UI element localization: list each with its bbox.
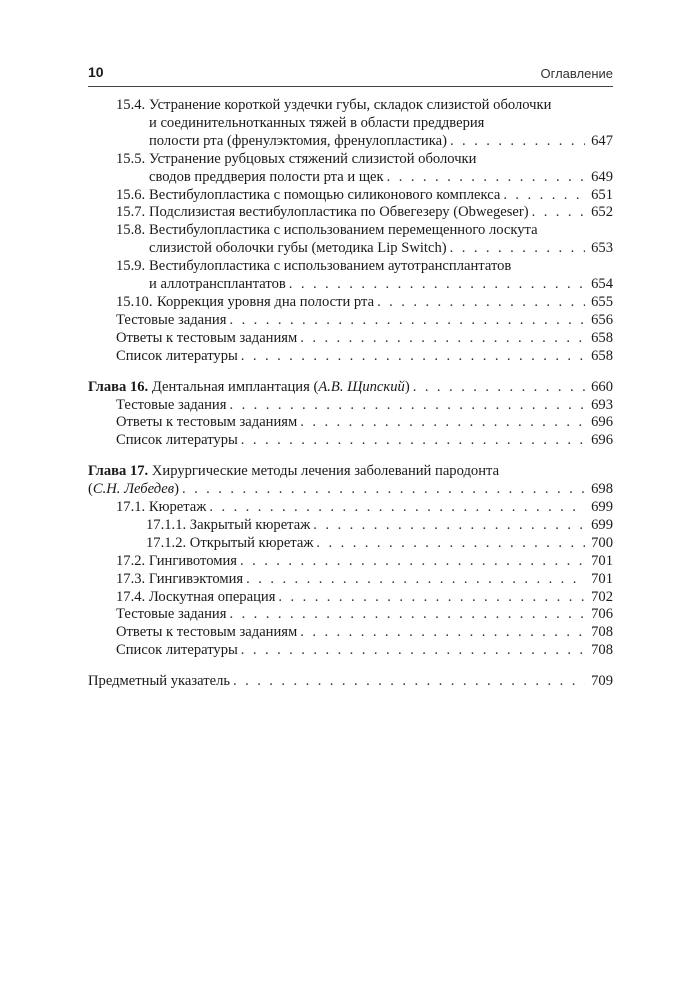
- toc-entry[interactable]: [88, 151, 613, 187]
- entry-title: Подслизистая вестибулопластика по Обвегезеру (Obwegeser): [149, 204, 529, 221]
- running-title: Оглавление: [540, 66, 613, 81]
- page-ref: 706: [591, 606, 613, 623]
- toc-entry[interactable]: [88, 589, 613, 607]
- section-number: 15.10.: [116, 293, 153, 310]
- page-ref: 699: [591, 516, 613, 533]
- toc-entry[interactable]: [88, 499, 613, 517]
- page-ref: 708: [591, 624, 613, 641]
- entry-title: Коррекция уровня дна полости рта: [157, 293, 375, 310]
- page-ref: 702: [591, 588, 613, 605]
- entry-title: Список литературы: [116, 347, 238, 364]
- entry-title: Ответы к тестовым заданиям: [116, 329, 298, 346]
- page-ref: 654: [591, 276, 613, 293]
- leader-dots: [313, 517, 585, 535]
- toc-entry[interactable]: [88, 312, 613, 330]
- leader-dots: [229, 397, 585, 415]
- section-number: 15.5.: [116, 150, 146, 167]
- chapter-author: С.Н. Лебедев: [92, 481, 175, 498]
- section-number: 15.4.: [116, 97, 146, 113]
- toc-entry[interactable]: [88, 624, 613, 642]
- entry-title-line: Вестибулопластика с использованием перемещенного лоскута: [149, 222, 538, 239]
- entry-title: 17.4. Лоскутная операция: [116, 588, 276, 605]
- page-ref: 693: [591, 396, 613, 413]
- chapter-17-items: [88, 499, 613, 660]
- leader-dots: [209, 499, 585, 517]
- page-ref: 649: [591, 168, 613, 185]
- toc-chapter-17[interactable]: Глава 17. Хирургические методы лечения заболеваний пародонта (С.Н. Лебедев) . . . 698: [88, 463, 613, 499]
- entry-title: 17.1. Кюретаж: [116, 499, 207, 516]
- running-header: [88, 62, 613, 82]
- chapter-16-items: [88, 397, 613, 451]
- page-ref: 708: [591, 642, 613, 659]
- page-ref: 696: [591, 414, 613, 431]
- toc-chapter-16[interactable]: Глава 16. Дентальная имплантация (А.В. Щипский) . . . 660: [88, 379, 613, 397]
- page-ref: 699: [591, 499, 613, 516]
- section-number: 15.8.: [116, 222, 146, 239]
- page-ref: 652: [591, 204, 613, 221]
- entry-title: Предметный указатель: [88, 673, 231, 690]
- toc-entry[interactable]: [88, 187, 613, 205]
- toc-entry[interactable]: [88, 414, 613, 432]
- leader-dots: [233, 673, 585, 691]
- toc-entry[interactable]: [88, 397, 613, 415]
- entry-title: Тестовые задания: [116, 311, 227, 328]
- page-number: 10: [88, 64, 104, 80]
- chapter-label: Глава 17.: [88, 463, 149, 480]
- chapter-15-entries: [88, 97, 613, 366]
- toc-entry[interactable]: [88, 204, 613, 222]
- page-ref: 701: [591, 570, 613, 587]
- leader-dots: [377, 294, 585, 312]
- toc-entry[interactable]: [88, 348, 613, 366]
- toc-entry[interactable]: [88, 258, 613, 294]
- leader-dots: [450, 240, 585, 258]
- page-ref: 701: [591, 552, 613, 569]
- page-ref: 655: [591, 293, 613, 310]
- page-ref: 656: [591, 311, 613, 328]
- section-number: 15.9.: [116, 258, 146, 275]
- entry-title-line: Вестибулопластика с использованием аутотрансплантатов: [149, 258, 512, 275]
- toc-entry[interactable]: [88, 97, 613, 151]
- page-ref: 658: [591, 329, 613, 346]
- toc-entry[interactable]: [88, 222, 613, 258]
- leader-dots: [241, 432, 585, 450]
- entry-title: Список литературы: [116, 432, 238, 449]
- page-ref: 658: [591, 347, 613, 364]
- header-rule: [88, 86, 613, 87]
- entry-title: Тестовые задания: [116, 606, 227, 623]
- entry-title: слизистой оболочки губы (методика Lip Switch): [149, 240, 447, 257]
- page-ref: 653: [591, 240, 613, 257]
- leader-dots: [387, 169, 585, 187]
- leader-dots: [229, 606, 585, 624]
- leader-dots: [278, 589, 585, 607]
- entry-title: Список литературы: [116, 642, 238, 659]
- toc-entry[interactable]: [88, 294, 613, 312]
- entry-title: Тестовые задания: [116, 396, 227, 413]
- section-number: 15.7.: [116, 204, 146, 221]
- toc-entry[interactable]: [88, 517, 613, 535]
- chapter-title: Хирургические методы лечения заболеваний пародонта: [151, 463, 500, 480]
- page-ref: 651: [591, 186, 613, 203]
- leader-dots: [241, 642, 585, 660]
- page-ref: 709: [591, 673, 613, 690]
- page-ref: 660: [591, 378, 613, 395]
- leader-dots: [240, 553, 585, 571]
- page-ref: 647: [591, 132, 613, 149]
- leader-dots: [450, 133, 585, 151]
- page-ref: 700: [591, 534, 613, 551]
- leader-dots: [300, 414, 585, 432]
- chapter-title: Дентальная имплантация: [151, 378, 310, 395]
- entry-title: сводов преддверия полости рта и щек: [149, 168, 384, 185]
- toc-entry[interactable]: [88, 432, 613, 450]
- entry-title: Ответы к тестовым заданиям: [116, 624, 298, 641]
- entry-title: 17.1.2. Открытый кюретаж: [146, 534, 314, 551]
- entry-title-line: Устранение короткой уздечки губы, складок слизистой оболочки: [149, 97, 552, 113]
- leader-dots: [503, 187, 585, 205]
- leader-dots: [241, 348, 585, 366]
- section-number: 15.6.: [116, 186, 146, 203]
- leader-dots: [300, 624, 585, 642]
- page-ref: 696: [591, 432, 613, 449]
- entry-title: 17.2. Гингивотомия: [116, 552, 237, 569]
- toc-entry[interactable]: [88, 571, 613, 589]
- toc-subject-index[interactable]: [88, 673, 613, 691]
- toc-entry[interactable]: [88, 606, 613, 624]
- leader-dots: [300, 330, 585, 348]
- table-of-contents: [88, 97, 613, 691]
- chapter-author: А.В. Щипский: [318, 378, 405, 395]
- toc-entry[interactable]: [88, 553, 613, 571]
- leader-dots: [316, 535, 585, 553]
- leader-dots: [532, 204, 585, 222]
- toc-entry[interactable]: [88, 330, 613, 348]
- page-ref: 698: [591, 481, 613, 498]
- toc-entry[interactable]: [88, 535, 613, 553]
- leader-dots: [229, 312, 585, 330]
- leader-dots: [182, 481, 585, 499]
- entry-title: и аллотрансплантатов: [149, 276, 286, 293]
- entry-title: полости рта (френулэктомия, френулопластика): [149, 132, 447, 149]
- entry-title-line: Устранение рубцовых стяжений слизистой оболочки: [149, 150, 477, 167]
- leader-dots: [413, 379, 585, 397]
- leader-dots: [246, 571, 585, 589]
- leader-dots: [289, 276, 585, 294]
- entry-title: 17.1.1. Закрытый кюретаж: [146, 516, 311, 533]
- toc-entry[interactable]: [88, 642, 613, 660]
- entry-title: Вестибулопластика с помощью силиконового комплекса: [149, 186, 501, 203]
- entry-title-line: и соединительнотканных тяжей в области преддверия: [149, 114, 485, 131]
- chapter-label: Глава 16.: [88, 378, 149, 395]
- entry-title: Ответы к тестовым заданиям: [116, 414, 298, 431]
- entry-title: 17.3. Гингивэктомия: [116, 570, 244, 587]
